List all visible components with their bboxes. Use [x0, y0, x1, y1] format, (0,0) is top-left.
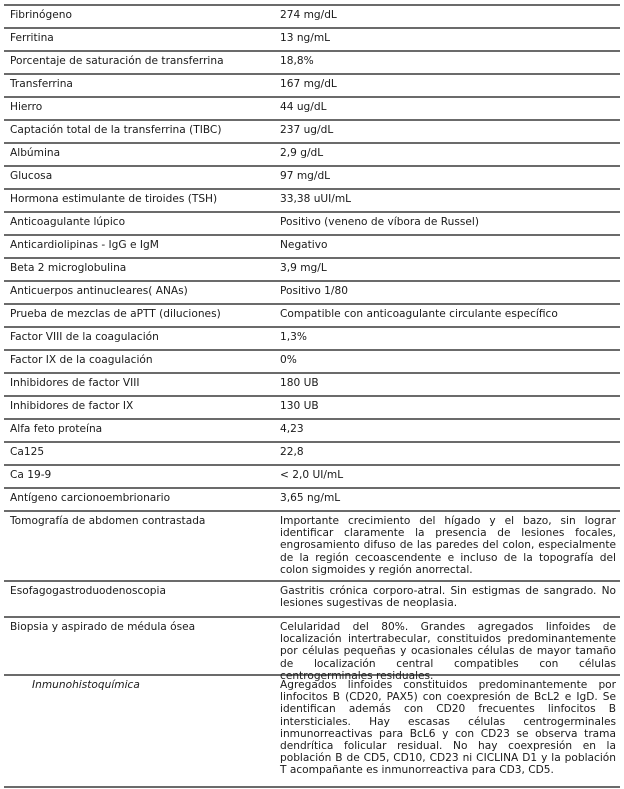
row-label: Inhibidores de factor IX [10, 400, 134, 412]
table-row [4, 211, 620, 234]
row-label: Factor VIII de la coagulación [10, 331, 159, 343]
row-value: Compatible con anticoagulante circulante específico [280, 308, 558, 320]
row-value: Celularidad del 80%. Grandes agregados linfoides de localización intertrabecular, constituidos predominantemente por células pequeñas y ocasionales células de mayor tamaño de localización central compatibles con células centrogerminales residuales. [280, 621, 616, 682]
row-value: 13 ng/mL [280, 32, 331, 44]
row-value: Positivo 1/80 [280, 285, 348, 297]
lab-results-table [4, 4, 620, 788]
table-row [4, 487, 620, 510]
row-label: Factor IX de la coagulación [10, 354, 153, 366]
row-value: < 2,0 UI/mL [280, 469, 344, 481]
table-row [4, 580, 620, 616]
row-label: Inhibidores de factor VIII [10, 377, 140, 389]
row-label: Biopsia y aspirado de médula ósea [10, 621, 196, 633]
row-value: 22,8 [280, 446, 304, 458]
row-label: Ca 19-9 [10, 469, 52, 481]
row-label: Ferritina [10, 32, 54, 44]
table-row [4, 234, 620, 257]
row-label: Tomografía de abdomen contrastada [10, 515, 206, 527]
row-value: Negativo [280, 239, 328, 251]
row-value: 2,9 g/dL [280, 147, 324, 159]
row-label: Captación total de la transferrina (TIBC) [10, 124, 222, 136]
row-label: Hormona estimulante de tiroides (TSH) [10, 193, 218, 205]
table-row [4, 27, 620, 50]
table-row [4, 142, 620, 165]
table-row [4, 616, 620, 682]
table-row [4, 441, 620, 464]
table-row [4, 395, 620, 418]
row-value: Agregados linfoides constituidos predominantemente por linfocitos B (CD20, PAX5) con coexpresión de BcL2 e IgD. Se identifican además con CD20 frecuentes linfocitos B intersticiales. Hay escasas células centrogerminales inmunorreactivas para BcL6 y con CD23 se observa trama dendrítica folicular residual. No hay coexpresión en la población B de CD5, CD10, CD23 ni CICLINA D1 y la población T acompañante es inmunorreactiva para CD3, CD5. [280, 679, 616, 777]
row-label: Anticuerpos antinucleares( ANAs) [10, 285, 188, 297]
row-value: 274 mg/dL [280, 9, 337, 21]
row-label: Transferrina [10, 78, 73, 90]
table-row [4, 119, 620, 142]
row-value: 4,23 [280, 423, 304, 435]
row-value: 44 ug/dL [280, 101, 327, 113]
row-label: Porcentaje de saturación de transferrina [10, 55, 224, 67]
row-value: 130 UB [280, 400, 319, 412]
table-row [4, 303, 620, 326]
table-row [4, 4, 620, 27]
row-value: Positivo (veneno de víbora de Russel) [280, 216, 479, 228]
table-row [4, 674, 620, 788]
row-value: 0% [280, 354, 297, 366]
row-value: 3,9 mg/L [280, 262, 327, 274]
row-label: Alfa feto proteína [10, 423, 103, 435]
row-value: 33,38 uUI/mL [280, 193, 352, 205]
table-row [4, 50, 620, 73]
row-value: 3,65 ng/mL [280, 492, 341, 504]
row-label: Hierro [10, 101, 43, 113]
table-row [4, 372, 620, 395]
row-value: 18,8% [280, 55, 314, 67]
row-label: Beta 2 microglobulina [10, 262, 127, 274]
row-value: 237 ug/dL [280, 124, 334, 136]
table-row [4, 464, 620, 487]
row-value: 1,3% [280, 331, 307, 343]
row-value: Importante crecimiento del hígado y el bazo, sin lograr identificar claramente la presencia de lesiones focales, engrosamiento difuso de las paredes del colon, especialmente de la región cecoascendente e incluso de la topografía del colon sigmoides y región anorrectal. [280, 515, 616, 576]
row-value: Gastritis crónica corporo-atral. Sin estigmas de sangrado. No lesiones sugestivas de neoplasia. [280, 585, 616, 610]
row-value: 167 mg/dL [280, 78, 337, 90]
table-row [4, 96, 620, 119]
row-label: Glucosa [10, 170, 53, 182]
row-label: Anticoagulante lúpico [10, 216, 126, 228]
row-label: Inmunohistoquímica [32, 679, 140, 691]
row-label: Albúmina [10, 147, 61, 159]
row-value: 180 UB [280, 377, 319, 389]
table-row [4, 280, 620, 303]
row-label: Ca125 [10, 446, 45, 458]
table-row [4, 510, 620, 580]
row-label: Anticardiolipinas - IgG e IgM [10, 239, 159, 251]
row-value: 97 mg/dL [280, 170, 331, 182]
table-row [4, 418, 620, 441]
row-label: Fibrinógeno [10, 9, 72, 21]
table-row [4, 349, 620, 372]
table-row [4, 73, 620, 96]
table-row [4, 326, 620, 349]
row-label: Prueba de mezclas de aPTT (diluciones) [10, 308, 221, 320]
table-row [4, 257, 620, 280]
row-label: Esofagogastroduodenoscopia [10, 585, 166, 597]
table-row [4, 188, 620, 211]
table-row [4, 165, 620, 188]
row-label: Antígeno carcionoembrionario [10, 492, 171, 504]
